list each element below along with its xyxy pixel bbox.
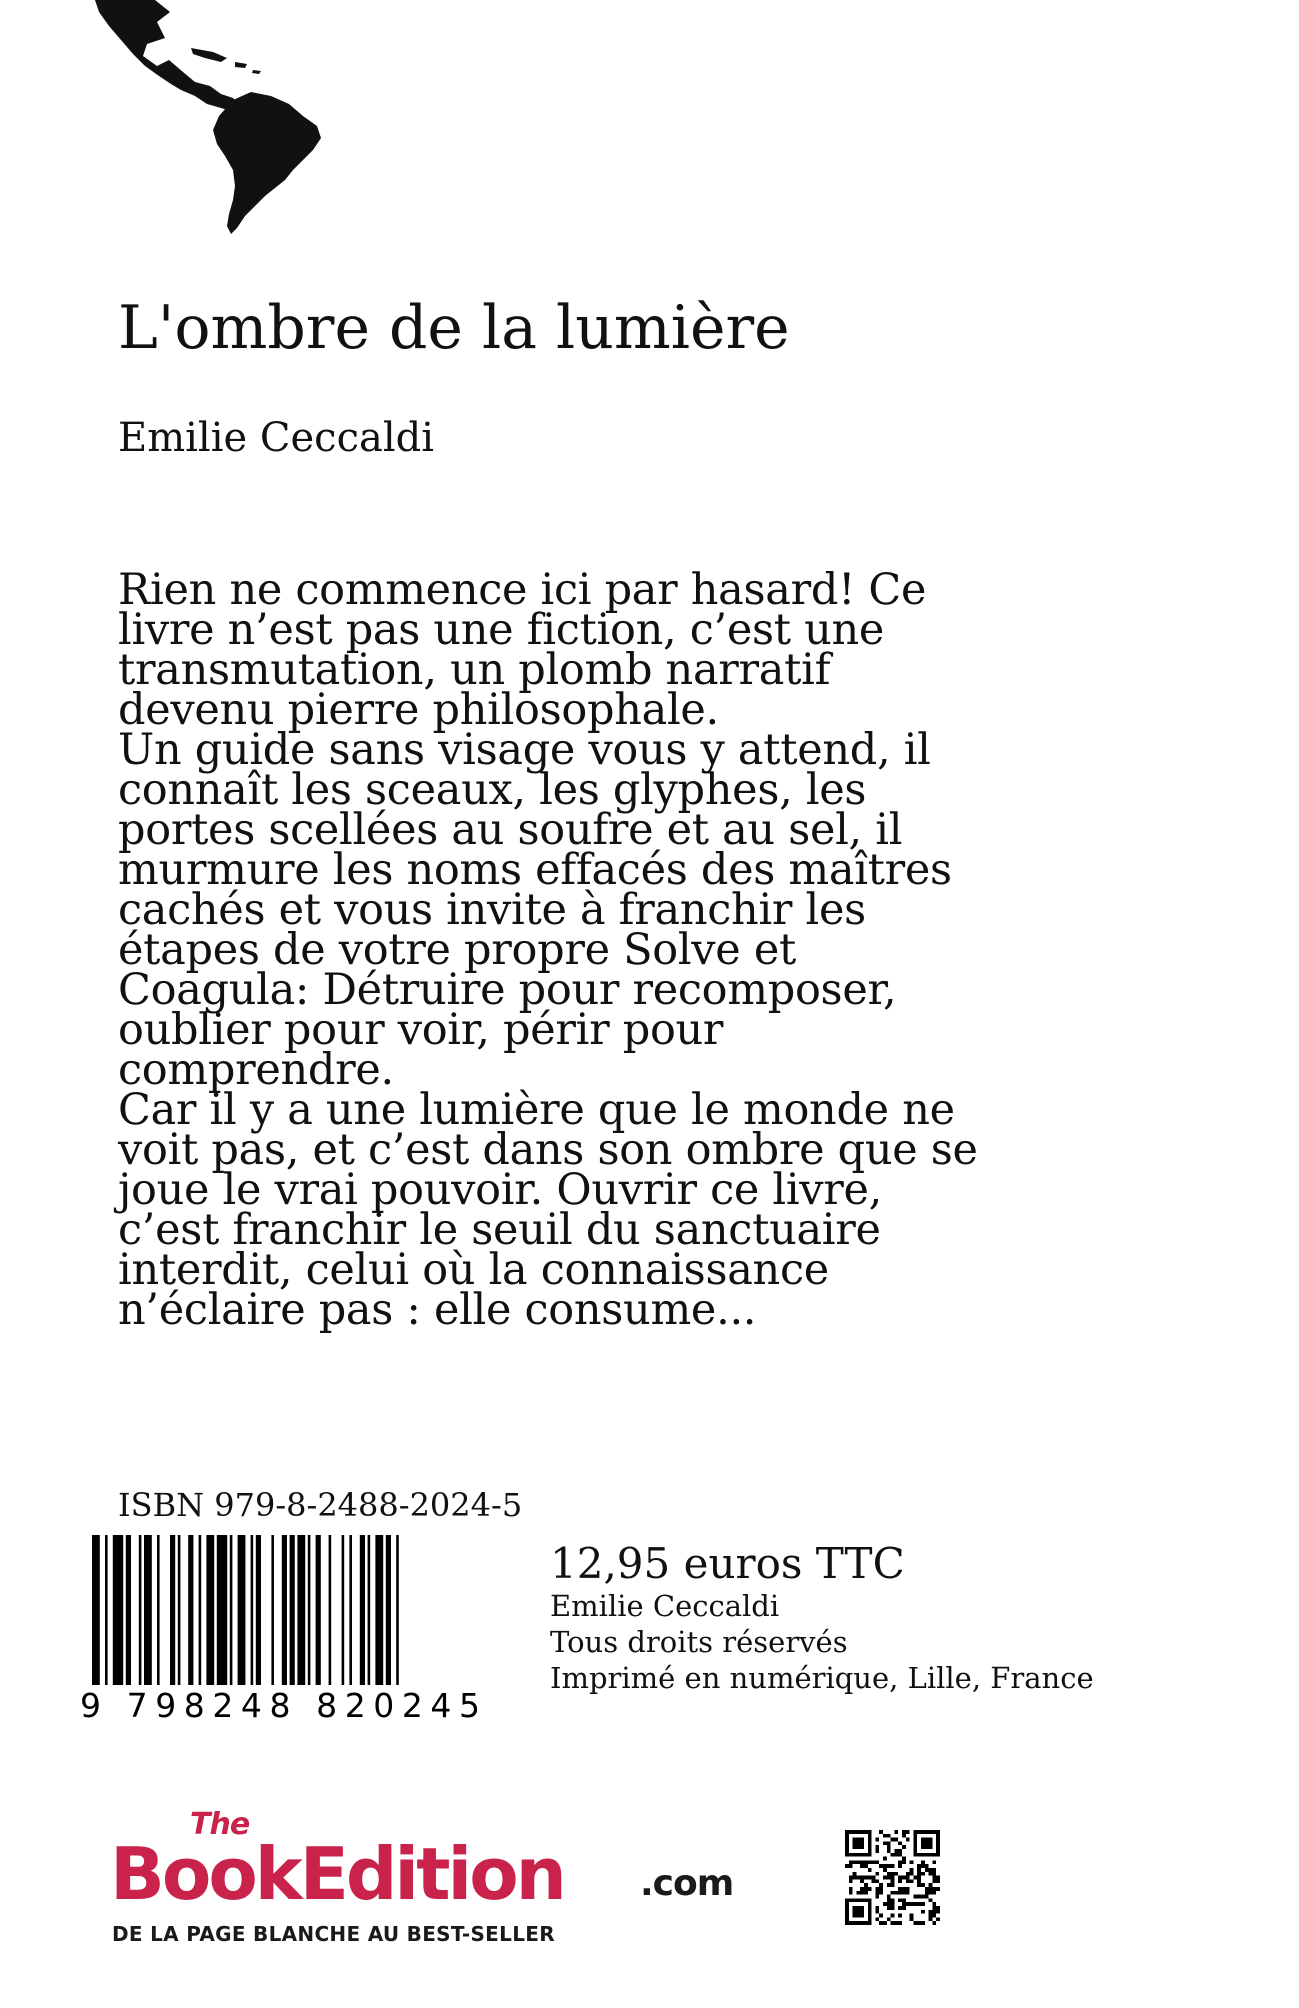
- qr-cell: [853, 1838, 864, 1849]
- qr-cell: [917, 1902, 921, 1906]
- qr-cell: [875, 1917, 879, 1921]
- qr-cell: [875, 1887, 879, 1891]
- qr-cell: [879, 1914, 883, 1918]
- qr-cell: [898, 1876, 902, 1880]
- qr-cell: [864, 1864, 868, 1868]
- qr-cell: [879, 1887, 883, 1891]
- qr-cell: [845, 1864, 849, 1868]
- qr-cell: [902, 1891, 906, 1895]
- qr-cell: [887, 1872, 891, 1876]
- qr-cell: [853, 1906, 864, 1917]
- qr-cell: [853, 1860, 857, 1864]
- qr-cell: [879, 1891, 883, 1895]
- barcode-bar: [329, 1535, 332, 1685]
- qr-cell: [891, 1879, 895, 1883]
- qr-cell: [887, 1902, 891, 1906]
- qr-cell: [879, 1864, 883, 1868]
- barcode-bar: [144, 1535, 152, 1685]
- barcode-bar: [368, 1535, 371, 1685]
- qr-cell: [860, 1887, 864, 1891]
- qr-cell: [883, 1868, 887, 1872]
- qr-cell: [883, 1921, 887, 1925]
- barcode-bar: [396, 1535, 399, 1685]
- blurb-line: devenu pierre philosophale.: [118, 685, 719, 735]
- barcode-digits: 9 798248 820245: [80, 1686, 480, 1725]
- barcode-bar: [238, 1535, 246, 1685]
- barcode-bar: [251, 1535, 254, 1685]
- qr-cell: [860, 1876, 864, 1880]
- barcode-bar: [375, 1535, 383, 1685]
- qr-cell: [917, 1921, 921, 1925]
- qr-cell: [872, 1876, 876, 1880]
- qr-cell: [845, 1921, 872, 1925]
- qr-cell: [860, 1864, 864, 1868]
- blurb-line: interdit, celui où la connaissance: [118, 1245, 829, 1295]
- barcode-bar: [230, 1535, 233, 1685]
- qr-cell: [902, 1898, 906, 1902]
- qr-cell: [932, 1921, 936, 1925]
- barcode-bar: [199, 1535, 202, 1685]
- qr-cell: [853, 1872, 857, 1876]
- qr-cell: [936, 1917, 940, 1921]
- qr-cell: [913, 1853, 940, 1857]
- qr-cell: [891, 1864, 895, 1868]
- qr-cell: [864, 1891, 868, 1895]
- qr-cell: [875, 1906, 879, 1910]
- barcode-bar: [188, 1535, 193, 1685]
- qr-cell: [898, 1887, 902, 1891]
- qr-cell: [898, 1906, 902, 1910]
- price-block: [550, 1540, 1094, 1696]
- qr-cell: [891, 1906, 895, 1910]
- qr-cell: [887, 1898, 891, 1902]
- qr-cell: [864, 1883, 868, 1887]
- qr-cell: [891, 1853, 895, 1857]
- qr-cell: [891, 1876, 895, 1880]
- qr-cell: [894, 1891, 898, 1895]
- qr-cell: [849, 1876, 853, 1880]
- qr-cell: [879, 1883, 883, 1887]
- qr-cell: [872, 1860, 876, 1864]
- qr-cell: [883, 1864, 887, 1868]
- qr-cell: [929, 1883, 933, 1887]
- blurb-line: murmure les noms effacés des maîtres: [118, 845, 952, 895]
- book-title: L'ombre de la lumière: [118, 293, 790, 363]
- qr-cell: [891, 1883, 895, 1887]
- qr-cell: [929, 1917, 933, 1921]
- qr-cell: [932, 1906, 936, 1910]
- qr-cell: [936, 1887, 940, 1891]
- qr-cell: [887, 1864, 891, 1868]
- qr-cell: [875, 1860, 879, 1864]
- qr-cell: [929, 1891, 933, 1895]
- qr-cell: [891, 1872, 895, 1876]
- qr-cell: [856, 1891, 860, 1895]
- barcode-bar: [178, 1535, 181, 1685]
- blurb-line: c’est franchir le seuil du sanctuaire: [118, 1205, 881, 1255]
- blurb-line: oublier pour voir, périr pour: [118, 1005, 724, 1055]
- qr-cell: [898, 1891, 902, 1895]
- qr-cell: [913, 1876, 917, 1880]
- qr-cell: [887, 1906, 891, 1910]
- qr-cell: [856, 1860, 860, 1864]
- barcode-bar: [170, 1535, 175, 1685]
- barcode-bar: [360, 1535, 365, 1685]
- qr-cell: [932, 1891, 936, 1895]
- blurb-line: étapes de votre propre Solve et: [118, 925, 796, 975]
- qr-cell: [898, 1921, 902, 1925]
- qr-cell: [868, 1898, 872, 1925]
- qr-cell: [898, 1898, 902, 1902]
- qr-cell: [913, 1895, 917, 1899]
- qr-cell: [917, 1872, 921, 1876]
- qr-cell: [921, 1902, 925, 1906]
- qr-cell: [913, 1902, 917, 1906]
- qr-cell: [932, 1860, 936, 1864]
- barcode-bar: [157, 1535, 160, 1685]
- barcode-bar: [105, 1535, 108, 1685]
- author-name: Emilie Ceccaldi: [118, 415, 435, 461]
- qr-cell: [887, 1895, 891, 1899]
- qr-cell: [894, 1830, 898, 1834]
- qr-cell: [898, 1914, 902, 1918]
- barcode-bar: [308, 1535, 311, 1685]
- qr-cell: [868, 1860, 872, 1864]
- qr-cell: [845, 1898, 849, 1925]
- qr-cell: [917, 1876, 921, 1880]
- barcode-bars: [92, 1535, 399, 1685]
- isbn-label: ISBN 979-8-2488-2024-5: [118, 1486, 523, 1524]
- qr-cell: [902, 1845, 906, 1849]
- copyright-author: Emilie Ceccaldi: [550, 1589, 780, 1623]
- qr-cell: [868, 1876, 872, 1880]
- qr-cell: [936, 1876, 940, 1880]
- barcode-bar: [126, 1535, 131, 1685]
- logo-dotcom: .com: [640, 1863, 734, 1904]
- qr-cell: [910, 1902, 914, 1906]
- qr-cell: [894, 1853, 898, 1857]
- barcode-bar: [386, 1535, 391, 1685]
- qr-cell: [891, 1902, 895, 1906]
- qr-cell: [860, 1879, 864, 1883]
- logo-the: The: [190, 1807, 250, 1842]
- qr-cell: [875, 1910, 879, 1914]
- blurb-line: joue le vrai pouvoir. Ouvrir ce livre,: [118, 1165, 883, 1215]
- qr-cell: [849, 1879, 853, 1883]
- qr-cell: [864, 1860, 868, 1864]
- qr-cell: [906, 1838, 910, 1842]
- qr-cell: [921, 1883, 925, 1887]
- qr-cell: [932, 1910, 936, 1914]
- qr-cell: [921, 1921, 925, 1925]
- qr-cell: [925, 1895, 929, 1899]
- qr-cell: [875, 1891, 879, 1895]
- barcode-bar: [206, 1535, 214, 1685]
- qr-cell: [910, 1914, 914, 1918]
- qr-cell: [898, 1849, 902, 1853]
- qr-cell: [849, 1860, 853, 1864]
- barcode-bar: [342, 1535, 345, 1685]
- qr-cell: [906, 1876, 910, 1880]
- qr-cell: [932, 1876, 936, 1880]
- qr-cell: [849, 1887, 853, 1891]
- qr-cell: [917, 1864, 921, 1868]
- qr-cell: [902, 1906, 906, 1910]
- americas-map-icon: [95, 0, 325, 235]
- blurb-line: Coagula: Détruire pour recomposer,: [118, 965, 897, 1015]
- qr-cell: [932, 1872, 936, 1876]
- qr-cell: [929, 1910, 933, 1914]
- barcode: [80, 1535, 490, 1725]
- qr-cell: [913, 1830, 940, 1834]
- qr-cell: [891, 1914, 895, 1918]
- qr-cell: [887, 1845, 891, 1849]
- barcode-bar: [256, 1535, 261, 1685]
- barcode-bar: [297, 1535, 305, 1685]
- barcode-bar: [139, 1535, 142, 1685]
- qr-cell: [845, 1853, 872, 1857]
- blurb-line: n’éclaire pas : elle consume...: [118, 1285, 757, 1335]
- qr-cell: [906, 1830, 910, 1834]
- qr-cell: [932, 1868, 936, 1872]
- qr-cell: [902, 1830, 906, 1834]
- blurb-line: portes scellées au soufre et au sel, il: [118, 805, 903, 855]
- qr-cell: [849, 1864, 853, 1868]
- qr-cell: [910, 1868, 914, 1872]
- qr-cell: [845, 1830, 849, 1857]
- qr-cell: [917, 1868, 921, 1872]
- qr-cell: [894, 1849, 898, 1853]
- logo-name: BookEdition: [110, 1832, 564, 1916]
- qr-cell: [887, 1876, 891, 1880]
- rights-notice: Tous droits réservés: [550, 1625, 848, 1659]
- qr-cell: [860, 1860, 864, 1864]
- qr-cell: [868, 1830, 872, 1857]
- qr-cell: [887, 1834, 891, 1838]
- qr-cell: [910, 1879, 914, 1883]
- qr-cell: [902, 1876, 906, 1880]
- qr-cell: [887, 1883, 891, 1887]
- qr-cell: [898, 1853, 902, 1857]
- qr-cell: [902, 1834, 906, 1838]
- qr-cell: [921, 1864, 925, 1868]
- qr-cell: [845, 1830, 872, 1834]
- blurb-line: comprendre.: [118, 1045, 394, 1095]
- qr-cell: [906, 1872, 910, 1876]
- qr-cell: [925, 1891, 929, 1895]
- qr-cell: [910, 1860, 914, 1864]
- printing-notice: Imprimé en numérique, Lille, France: [550, 1661, 1094, 1695]
- blurb-line: transmutation, un plomb narratif: [118, 645, 831, 695]
- qr-cell: [910, 1872, 914, 1876]
- qr-cell: [875, 1845, 879, 1849]
- qr-cell: [932, 1914, 936, 1918]
- barcode-bar: [290, 1535, 295, 1685]
- qr-cell: [894, 1838, 898, 1842]
- qr-cell: [906, 1891, 910, 1895]
- qr-cell: [887, 1917, 891, 1921]
- barcode-bar: [349, 1535, 352, 1685]
- qr-cell: [906, 1879, 910, 1883]
- price: 12,95 euros TTC: [550, 1539, 905, 1588]
- qr-cell: [925, 1868, 929, 1872]
- qr-cell: [936, 1830, 940, 1857]
- barcode-bar: [217, 1535, 227, 1685]
- qr-cell: [887, 1841, 891, 1845]
- qr-cell: [864, 1876, 868, 1880]
- qr-cell: [887, 1849, 891, 1853]
- qr-cell: [917, 1895, 921, 1899]
- qr-cell: [875, 1872, 879, 1876]
- qr-cell: [883, 1857, 887, 1861]
- qr-cell: [929, 1872, 933, 1876]
- qr-cell: [875, 1849, 879, 1853]
- qr-cell: [929, 1898, 933, 1902]
- qr-cell: [898, 1860, 902, 1864]
- qr-cell: [932, 1902, 936, 1906]
- qr-cell: [925, 1864, 929, 1868]
- blurb-line: cachés et vous invite à franchir les: [118, 885, 866, 935]
- qr-cell: [917, 1879, 921, 1883]
- qr-cell: [856, 1876, 860, 1880]
- qr-cell: [902, 1857, 906, 1861]
- barcode-bar: [271, 1535, 274, 1685]
- qr-cell: [906, 1887, 910, 1891]
- qr-cell: [921, 1895, 925, 1899]
- barcode-bar: [316, 1535, 321, 1685]
- qr-cell: [936, 1879, 940, 1883]
- qr-cell: [875, 1879, 879, 1883]
- qr-cell: [917, 1883, 921, 1887]
- qr-cell: [898, 1864, 902, 1868]
- qr-cell: [913, 1921, 917, 1925]
- publisher-logo: [110, 1807, 734, 1960]
- qr-cell: [898, 1879, 902, 1883]
- qr-cell: [883, 1841, 887, 1845]
- qr-cell: [929, 1887, 933, 1891]
- qr-cell: [872, 1879, 876, 1883]
- qr-cell: [879, 1830, 883, 1834]
- barcode-bar: [92, 1535, 100, 1685]
- qr-cell: [891, 1838, 895, 1842]
- qr-cell: [902, 1887, 906, 1891]
- qr-cell: [875, 1838, 879, 1842]
- qr-cell: [891, 1921, 895, 1925]
- qr-cell: [891, 1891, 895, 1895]
- qr-cell: [921, 1872, 925, 1876]
- blurb-line: voit pas, et c’est dans son ombre que se: [118, 1125, 978, 1175]
- qr-cell: [932, 1879, 936, 1883]
- qr-cell: [902, 1902, 906, 1906]
- qr-cell: [898, 1841, 902, 1845]
- qr-cell: [845, 1898, 872, 1902]
- qr-cell: [894, 1872, 898, 1876]
- qr-cell: [883, 1876, 887, 1880]
- qr-cell: [894, 1921, 898, 1925]
- barcode-bar: [282, 1535, 287, 1685]
- qr-cell: [921, 1860, 925, 1864]
- blurb-line: Un guide sans visage vous y attend, il: [118, 725, 931, 775]
- qr-cell: [936, 1906, 940, 1910]
- qr-cell: [879, 1921, 883, 1925]
- qr-cell: [868, 1887, 872, 1891]
- qr-cell: [906, 1902, 910, 1906]
- qr-cell: [932, 1887, 936, 1891]
- qr-cell: [853, 1876, 857, 1880]
- qr-cell: [929, 1914, 933, 1918]
- qr-cell: [902, 1860, 906, 1864]
- qr-cell: [929, 1868, 933, 1872]
- qr-cell: [921, 1910, 925, 1914]
- qr-cell: [849, 1891, 853, 1895]
- qr-cell: [910, 1917, 914, 1921]
- qr-cell: [868, 1868, 872, 1872]
- back-cover-blurb: [118, 565, 1138, 1335]
- blurb-line: livre n’est pas une fiction, c’est une: [118, 605, 885, 655]
- blurb-line: Car il y a une lumière que le monde ne: [118, 1085, 955, 1135]
- logo-tagline: DE LA PAGE BLANCHE AU BEST-SELLER: [112, 1922, 555, 1946]
- qr-cell: [864, 1887, 868, 1891]
- qr-cell: [883, 1902, 887, 1906]
- blurb-line: connaît les sceaux, les glyphes, les: [118, 765, 867, 815]
- qr-cell: [891, 1898, 895, 1902]
- qr-cell: [860, 1891, 864, 1895]
- qr-cell: [913, 1830, 917, 1857]
- qr-cell: [875, 1895, 879, 1899]
- barcode-bar: [113, 1535, 123, 1685]
- qr-cell: [936, 1910, 940, 1914]
- qr-cell: [925, 1887, 929, 1891]
- qr-cell: [921, 1838, 932, 1849]
- qr-code-icon: [845, 1830, 940, 1925]
- blurb-line: Rien ne commence ici par hasard! Ce: [118, 565, 927, 615]
- qr-cell: [883, 1834, 887, 1838]
